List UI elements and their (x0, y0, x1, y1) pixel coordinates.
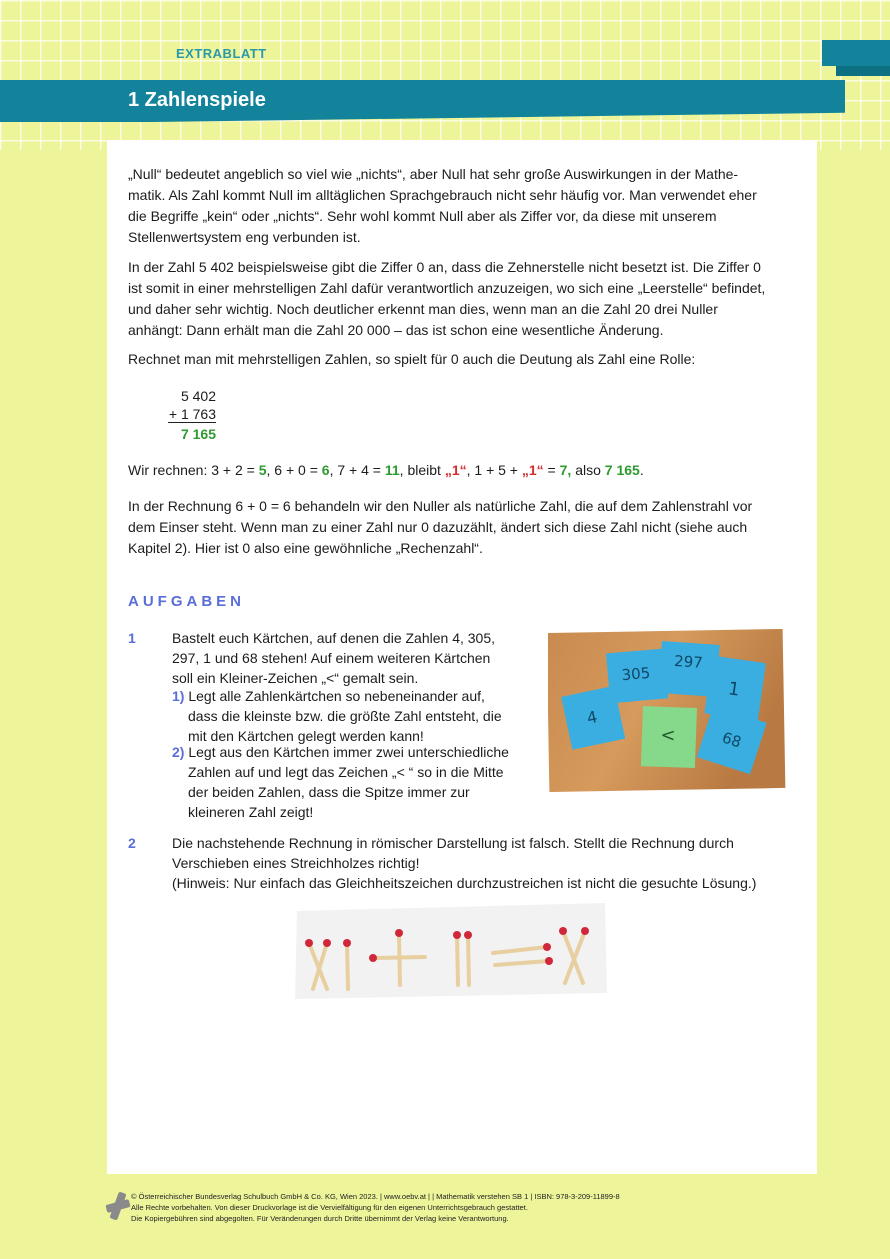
calc-line-2: + 1 763 (168, 406, 216, 422)
card-less-than (641, 706, 697, 768)
page-title: 1 Zahlenspiele (128, 89, 266, 111)
title-band-right (822, 40, 890, 66)
svg-text:297: 297 (673, 651, 704, 672)
svg-text:68: 68 (719, 728, 744, 752)
intro-paragraph-1: „Null“ bedeutet angeblich so viel wie „nichts“, aber Null hat sehr große Auswirkungen in der Mathe-matik. Als Zahl kommt Null im alltäglichen Sprachgebrauch nicht sehr häufig vor. Man verwendet eher die Begriffe „kein“ oder „nichts“. Sehr wohl kommt Null aber als Ziffer vor, da diese mit unserem Stellenwertsystem eng verbunden ist. (128, 166, 757, 245)
publisher-logo-icon (104, 1190, 132, 1222)
number-cards-photo (548, 627, 786, 792)
task-1-sub-1: 1) Legt alle Zahlenkärtchen so nebeneinander auf, dass die kleinste bzw. die größte Zahl entsteht, die mit den Kärtchen gelegt werden kann! (172, 688, 502, 744)
task-2-text: Die nachstehende Rechnung in römischer Darstellung ist falsch. Stellt die Rechnung durch Verschieben eines Streichholzes richtig! (Hinweis: Nur einfach das Gleichheitszeichen durchzustreichen ist nicht die gesuchte Lösung.) (172, 835, 757, 891)
calc-result: 7 165 (180, 426, 216, 442)
extrablatt-label: EXTRABLATT (176, 46, 267, 61)
grid-background (0, 0, 890, 150)
svg-text:305: 305 (620, 663, 651, 685)
calc-line-1: 5 402 (180, 388, 216, 404)
title-band-right-shadow (836, 66, 890, 76)
card-4 (561, 686, 625, 750)
explanation-line: Wir rechnen: 3 + 2 = 5, 6 + 0 = 6, 7 + 4 = 11, bleibt „1“, 1 + 5 + „1“ = 7, also 7 165. (128, 462, 644, 478)
svg-text:4: 4 (585, 707, 600, 728)
svg-text:<: < (660, 724, 676, 747)
intro-paragraph-3: Rechnet man mit mehrstelligen Zahlen, so spielt für 0 auch die Deutung als Zahl eine Rolle: (128, 351, 696, 367)
intro-paragraph-2: In der Zahl 5 402 beispielsweise gibt die Ziffer 0 an, dass die Zehnerstelle nicht besetzt ist. Die Ziffer 0 ist somit in einer mehrstelligen Zahl dafür verantwortlich anzuzeigen, wo sich eine „Leerstelle“ befindet, und daher sehr wichtig. Noch deutlicher erkennt man dies, wenn man an die Zahl 20 drei Nuller anhängt: Dann erhält man die Zahl 20 000 – das ist schon eine wesentliche Änderung. (128, 259, 766, 338)
footer-copyright: © Österreichischer Bundesverlag Schulbuch GmbH & Co. KG, Wien 2023. | www.oebv.at | | Mathematik verstehen SB 1 | ISBN: 978-3-209-11899-8 Alle Rechte vorbehalten. Von dieser Druckvorlage ist die Vervielfältigung für den eigenen Unterrichtsgebrauch gestattet. Die Kopiergebühren sind abgegolten. Für Veränderungen durch Dritte übernimmt der Verlag keine Verantwortung. (131, 1192, 620, 1223)
paragraph-4: In der Rechnung 6 + 0 = 6 behandeln wir den Nuller als natürliche Zahl, die auf dem Zahlenstrahl vor dem Einser steht. Wenn man zu einer Zahl nur 0 dazuzählt, ändert sich diese Zahl nicht (siehe auch Kapitel 2). Hier ist 0 also eine gewöhnliche „Rechenzahl“. (128, 498, 753, 556)
task-1-text: Bastelt euch Kärtchen, auf denen die Zahlen 4, 305, 297, 1 und 68 stehen! Auf einem weiteren Kärtchen soll ein Kleiner-Zeichen „<“ gemalt sein. (172, 630, 496, 686)
svg-text:1: 1 (726, 678, 742, 701)
matchstick-equation-photo (295, 903, 607, 999)
aufgaben-heading: AUFGABEN (128, 593, 245, 610)
task-1-sub-2: 2) Legt aus den Kärtchen immer zwei unterschiedliche Zahlen auf und legt das Zeichen „< “ so in die Mitte der beiden Zahlen, dass die Spitze immer zur kleineren Zahl zeigt! (172, 744, 509, 820)
task-1-number: 1 (128, 630, 136, 646)
task-2-number: 2 (128, 835, 136, 851)
